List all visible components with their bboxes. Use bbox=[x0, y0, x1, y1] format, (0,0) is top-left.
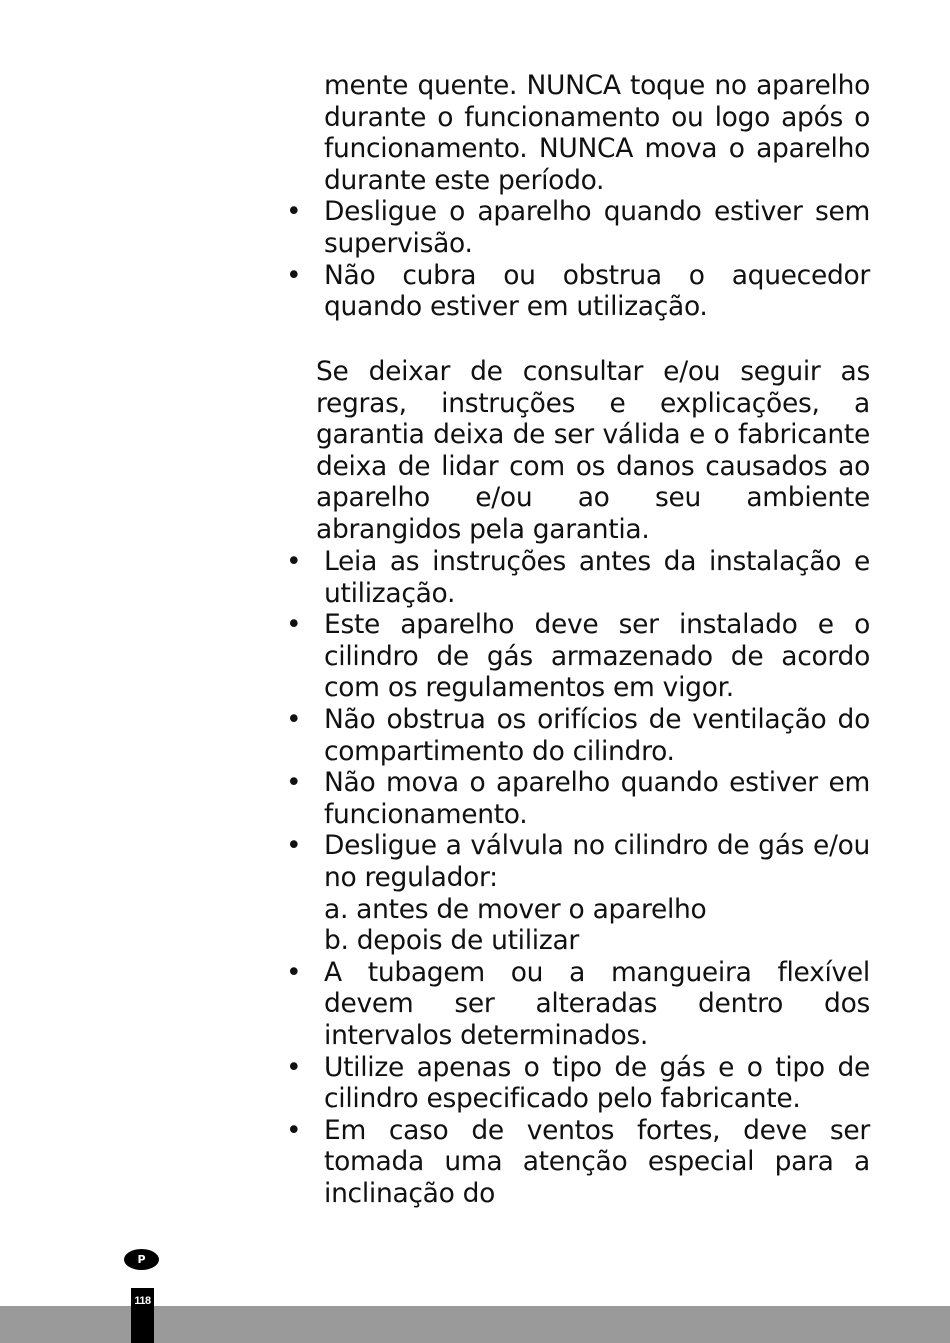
safety-instructions bbox=[280, 546, 870, 1209]
list-item-text: Este aparelho deve ser instalado e o cilindro de gás armazenado de acordo com os regulamentos em vigor. bbox=[324, 609, 870, 704]
list-item bbox=[280, 609, 870, 704]
list-item bbox=[280, 957, 870, 1052]
sub-item: b. depois de utilizar bbox=[324, 925, 579, 957]
language-badge: P bbox=[124, 1249, 159, 1270]
list-item bbox=[280, 767, 870, 830]
list-item-text: Não cubra ou obstrua o aquecedor quando estiver em utilização. bbox=[324, 259, 870, 323]
bullet-icon: • bbox=[286, 1051, 302, 1083]
list-item bbox=[280, 260, 870, 323]
continued-paragraph: mente quente. NUNCA toque no aparelho durante o funcionamento ou logo após o funcionamento. NUNCA mova o aparelho durante este período. bbox=[324, 70, 870, 196]
bullet-icon: • bbox=[286, 259, 302, 291]
list-item-text: Não obstrua os orifícios de ventilação do compartimento do cilindro. bbox=[324, 703, 870, 767]
bullet-icon: • bbox=[286, 830, 302, 862]
list-item-text: Em caso de ventos fortes, deve ser tomada uma atenção especial para a inclinação do bbox=[324, 1114, 870, 1209]
bullet-icon: • bbox=[286, 609, 302, 641]
top-text-block bbox=[280, 70, 870, 323]
list-item bbox=[280, 196, 870, 259]
page-number: 118 bbox=[134, 1295, 151, 1307]
list-item-text: Leia as instruções antes da instalação e utilização. bbox=[324, 546, 870, 609]
list-item-text: Não mova o aparelho quando estiver em funcionamento. bbox=[324, 767, 870, 830]
list-item-text: Desligue o aparelho quando estiver sem supervisão. bbox=[324, 196, 870, 259]
safety-bullet-list bbox=[280, 546, 870, 1209]
bullet-icon: • bbox=[286, 546, 302, 577]
list-item bbox=[280, 1052, 870, 1115]
bullet-icon: • bbox=[286, 956, 302, 988]
bullet-icon: • bbox=[286, 1114, 302, 1146]
bullet-icon: • bbox=[286, 703, 302, 735]
list-item bbox=[280, 704, 870, 767]
bullet-icon: • bbox=[286, 196, 302, 228]
top-bullet-list bbox=[280, 196, 870, 322]
list-item-text: Desligue a válvula no cilindro de gás e/ou no regulador: bbox=[324, 830, 870, 893]
warranty-paragraph: Se deixar de consultar e/ou seguir as regras, instruções e explicações, a garantia deixa de ser válida e o fabricante deixa de lidar com os danos causados ao aparelho e/ou ao seu ambiente abrangidos pela garantia. bbox=[316, 356, 870, 545]
list-item bbox=[280, 546, 870, 609]
list-item bbox=[280, 1115, 870, 1210]
list-item-text: Utilize apenas o tipo de gás e o tipo de cilindro especificado pelo fabricante. bbox=[324, 1051, 870, 1115]
sub-item: a. antes de mover o aparelho bbox=[324, 893, 707, 925]
list-item-text: A tubagem ou a mangueira flexível devem ser alteradas dentro dos intervalos determinados. bbox=[324, 956, 870, 1051]
bullet-icon: • bbox=[286, 767, 302, 799]
list-item bbox=[280, 830, 870, 956]
